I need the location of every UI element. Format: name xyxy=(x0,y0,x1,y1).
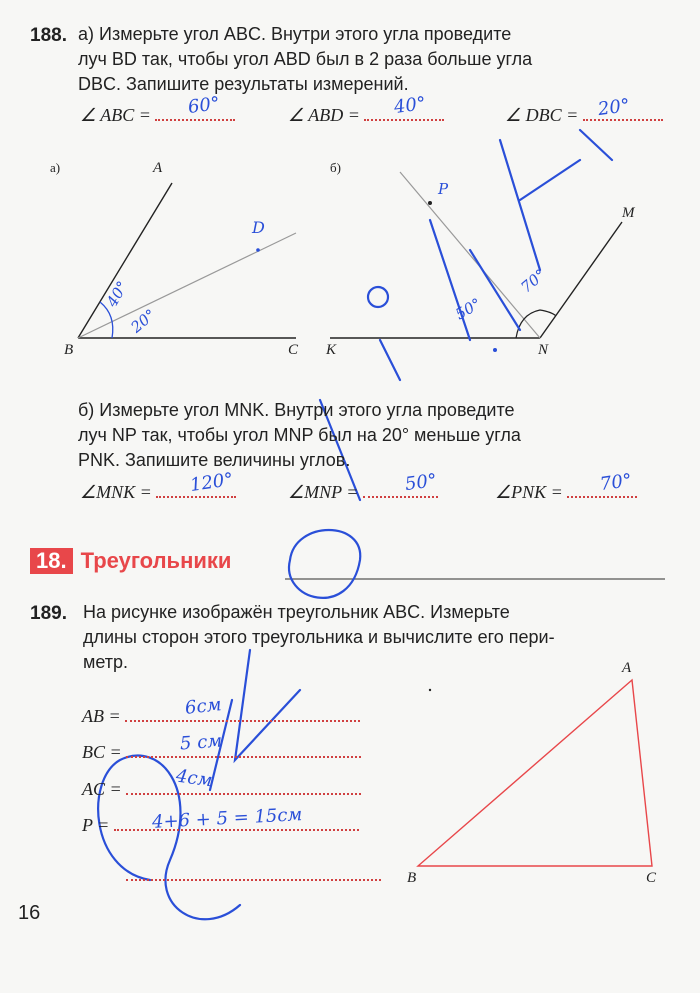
bc-label: BC = xyxy=(82,742,122,762)
angle-mnp-value: 50° xyxy=(403,469,439,496)
problem-188-number: 188. xyxy=(30,25,67,46)
angle-dbc-label: ∠ DBC = xyxy=(505,105,579,125)
answer-line-mnk[interactable] xyxy=(156,496,236,498)
angle-pnk-label: ∠PNK = xyxy=(495,482,563,502)
point-p-dot xyxy=(428,201,432,205)
page-number: 16 xyxy=(18,902,41,924)
problem-189-number: 189. xyxy=(30,603,67,624)
point-b-label: B xyxy=(64,342,74,358)
p-value: 4+6 + 5 = 15см xyxy=(151,804,303,833)
angle-abc-value: 60° xyxy=(186,92,222,119)
figure-b-label: б) xyxy=(330,160,341,175)
tri-point-a-label: A xyxy=(622,660,632,676)
angle-mnk-label: ∠MNK = xyxy=(80,482,152,502)
part-b-line2: луч NP так, чтобы угол MNP был на 20° меньше угла xyxy=(78,425,521,445)
stray-dot xyxy=(493,348,497,352)
bc-value: 5 см xyxy=(179,730,223,755)
problem-189-line1: На рисунке изображён треугольник ABC. Измерьте xyxy=(83,602,510,622)
part-a-line1: Измерьте угол ABC. Внутри этого угла проведите xyxy=(99,24,512,44)
part-a-prefix: а) xyxy=(78,24,95,44)
angle-abd-value: 40° xyxy=(392,92,428,119)
ac-value: 4см xyxy=(174,765,214,792)
triangle-abc xyxy=(418,680,652,866)
section-header xyxy=(30,548,231,574)
point-k-label: K xyxy=(326,342,337,358)
part-b-line3: PNK. Запишите величины углов. xyxy=(78,450,351,470)
mark-70: 70° xyxy=(517,265,550,297)
answer-line-ac[interactable] xyxy=(126,793,361,795)
tri-point-b-label: B xyxy=(407,870,417,886)
tri-point-c-label: C xyxy=(646,870,657,886)
ray-nm xyxy=(540,222,622,338)
point-p-label: P xyxy=(438,180,449,198)
answer-line-bc[interactable] xyxy=(126,756,361,758)
answer-line-p[interactable] xyxy=(114,829,359,831)
p-label: P = xyxy=(82,815,110,835)
part-b-line1: б) Измерьте угол MNK. Внутри этого угла проведите xyxy=(78,400,515,420)
part-a-line3: DBC. Запишите результаты измерений. xyxy=(78,74,409,94)
answer-line-pnk[interactable] xyxy=(567,496,637,498)
mark-20: 20° xyxy=(127,305,160,337)
stray-mark xyxy=(429,689,431,691)
mark-50: 50° xyxy=(452,294,485,324)
angle-abd-label: ∠ ABD = xyxy=(288,105,360,125)
section-title: Треугольники xyxy=(80,548,232,573)
point-c-label: C xyxy=(288,342,299,358)
angle-mnk-value: 120° xyxy=(188,469,235,496)
point-n-label: N xyxy=(538,342,549,358)
answer-ac xyxy=(82,779,361,800)
point-a-label: A xyxy=(153,160,163,176)
angle-pnk-value: 70° xyxy=(598,469,634,496)
ac-label: AC = xyxy=(82,779,122,799)
point-d-dot xyxy=(256,248,260,252)
angle-dbc-value: 20° xyxy=(596,94,632,121)
angle-mnp-label: ∠MNP = xyxy=(288,482,359,502)
arc-abc xyxy=(100,302,113,338)
problem-189-line2: длины сторон этого треугольника и вычислите его пери- xyxy=(83,627,555,647)
angle-abc-label: ∠ ABC = xyxy=(80,105,151,125)
figure-a-label: а) xyxy=(50,160,61,175)
answer-line-p-continued[interactable] xyxy=(126,868,381,886)
answer-line-mnp[interactable] xyxy=(363,496,438,498)
problem-189-line3: метр. xyxy=(83,652,129,672)
point-m-label: M xyxy=(622,205,635,221)
part-a-line2: луч BD так, чтобы угол ABD был в 2 раза больше угла xyxy=(78,49,533,69)
handwritten-watermark-strokes xyxy=(98,130,612,919)
point-d-label: D xyxy=(252,218,265,237)
ab-value: 6см xyxy=(184,694,223,719)
ab-label: AB = xyxy=(82,706,121,726)
answer-line-ab[interactable] xyxy=(125,720,360,722)
section-number: 18. xyxy=(30,548,73,574)
mark-40: 40° xyxy=(102,277,132,311)
